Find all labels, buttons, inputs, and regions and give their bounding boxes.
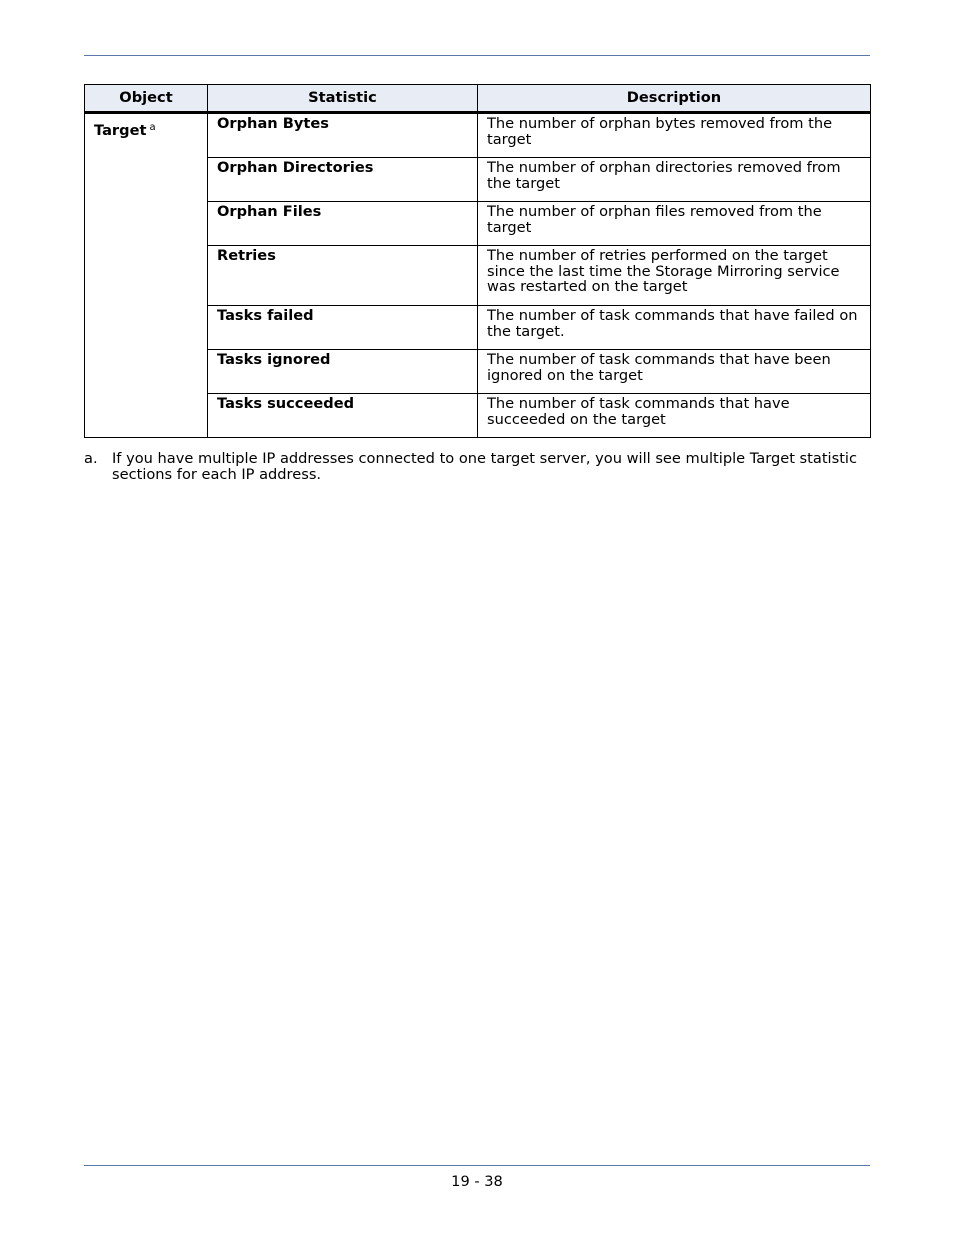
object-name: Target — [94, 122, 147, 139]
footer-rule — [84, 1165, 870, 1166]
statistic-name: Tasks ignored — [208, 350, 478, 394]
footnote-marker: a. — [84, 450, 98, 467]
statistic-name: Orphan Directories — [208, 158, 478, 202]
object-cell — [85, 113, 208, 438]
column-header-description: Description — [478, 85, 871, 113]
statistic-name: Orphan Files — [208, 202, 478, 246]
statistic-description: The number of retries performed on the target since the last time the Storage Mirroring service was restarted on the target — [478, 246, 871, 306]
footnote-text: If you have multiple IP addresses connected to one target server, you will see multiple Target statistic sections for each IP address. — [112, 450, 857, 483]
statistic-name: Retries — [208, 246, 478, 306]
statistic-description: The number of task commands that have succeeded on the target — [478, 394, 871, 438]
statistic-description: The number of task commands that have been ignored on the target — [478, 350, 871, 394]
column-header-object: Object — [85, 85, 208, 113]
table-row — [85, 113, 871, 158]
footnote-reference: a — [149, 122, 156, 133]
statistic-description: The number of orphan directories removed from the target — [478, 158, 871, 202]
table-header-row — [85, 85, 871, 113]
statistic-name: Tasks succeeded — [208, 394, 478, 438]
column-header-statistic: Statistic — [208, 85, 478, 113]
statistic-description: The number of task commands that have failed on the target. — [478, 306, 871, 350]
statistic-name: Tasks failed — [208, 306, 478, 350]
statistic-description: The number of orphan bytes removed from the target — [478, 113, 871, 158]
statistic-description: The number of orphan files removed from the target — [478, 202, 871, 246]
target-statistics-table — [84, 84, 871, 438]
statistic-name: Orphan Bytes — [208, 113, 478, 158]
page-number: 19 - 38 — [451, 1173, 503, 1190]
header-rule — [84, 55, 870, 56]
table-footnote — [84, 451, 870, 483]
